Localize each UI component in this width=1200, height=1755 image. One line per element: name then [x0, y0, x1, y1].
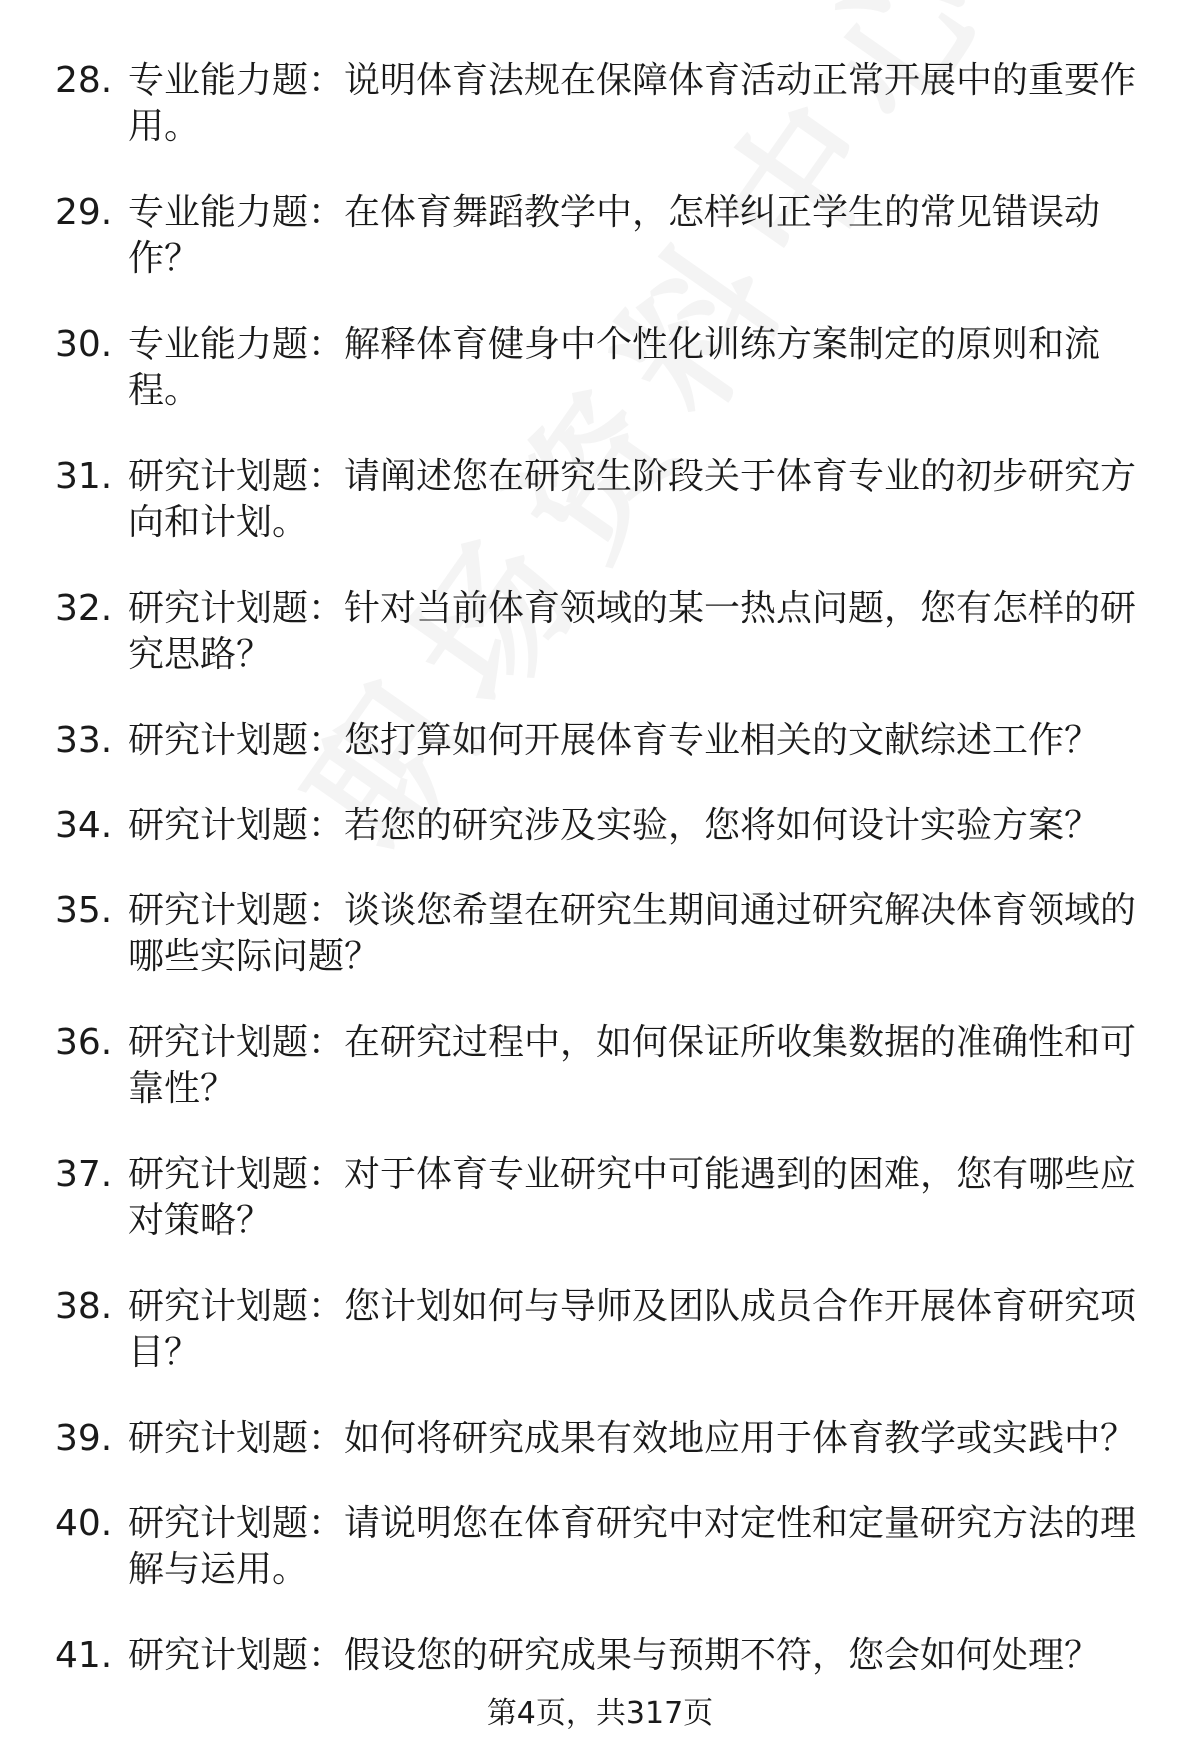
question-category: 研究计划题： [128, 1635, 345, 1676]
question-text: 在体育舞蹈教学中，怎样纠正学生的常见错误动作？ [128, 192, 1101, 279]
question-text: 在研究过程中，如何保证所收集数据的准确性和可靠性？ [128, 1022, 1137, 1109]
question-text: 若您的研究涉及实验，您将如何设计实验方案？ [344, 805, 1101, 846]
question-category: 研究计划题： [128, 588, 345, 629]
question-item [0, 58, 1200, 150]
question-item [0, 888, 1200, 980]
question-body [128, 190, 1140, 282]
question-body [128, 322, 1140, 414]
question-text: 针对当前体育领域的某一热点问题，您有怎样的研究思路？ [128, 588, 1137, 675]
question-item [0, 1020, 1200, 1112]
question-item [0, 1416, 1200, 1462]
question-category: 研究计划题： [128, 456, 345, 497]
question-body [128, 1501, 1140, 1593]
question-category: 专业能力题： [128, 60, 345, 101]
question-number: 40. [55, 1503, 113, 1544]
question-text: 请说明您在体育研究中对定性和定量研究方法的理解与运用。 [128, 1503, 1137, 1590]
question-body [128, 58, 1140, 150]
page-number-label: 第4页，共317页 [486, 1696, 714, 1731]
question-item [0, 1152, 1200, 1244]
question-category: 研究计划题： [128, 1418, 345, 1459]
question-item [0, 322, 1200, 414]
question-body [128, 888, 1140, 980]
question-number: 34. [55, 805, 113, 846]
question-body [128, 1020, 1140, 1112]
question-number: 35. [55, 890, 113, 931]
question-text: 说明体育法规在保障体育活动正常开展中的重要作用。 [128, 60, 1137, 147]
question-text: 对于体育专业研究中可能遇到的困难，您有哪些应对策略？ [128, 1154, 1137, 1241]
question-text: 您计划如何与导师及团队成员合作开展体育研究项目？ [128, 1286, 1137, 1373]
question-text: 请阐述您在研究生阶段关于体育专业的初步研究方向和计划。 [128, 456, 1137, 543]
question-text: 解释体育健身中个性化训练方案制定的原则和流程。 [128, 324, 1101, 411]
question-body [128, 1284, 1140, 1376]
question-text: 如何将研究成果有效地应用于体育教学或实践中？ [344, 1418, 1137, 1459]
question-item [0, 1501, 1200, 1593]
question-body [128, 1633, 1140, 1679]
question-item [0, 1284, 1200, 1376]
question-item [0, 718, 1200, 764]
question-category: 研究计划题： [128, 890, 345, 931]
question-number: 41. [55, 1635, 113, 1676]
question-item [0, 803, 1200, 849]
question-item [0, 586, 1200, 678]
question-category: 研究计划题： [128, 1503, 345, 1544]
question-number: 37. [55, 1154, 113, 1195]
question-category: 研究计划题： [128, 1286, 345, 1327]
question-number: 33. [55, 720, 113, 761]
question-category: 研究计划题： [128, 720, 345, 761]
question-number: 39. [55, 1418, 113, 1459]
question-number: 30. [55, 324, 113, 365]
question-body [128, 454, 1140, 546]
question-body [128, 1416, 1140, 1462]
question-category: 研究计划题： [128, 1022, 345, 1063]
question-body [128, 803, 1140, 849]
question-number: 38. [55, 1286, 113, 1327]
question-category: 研究计划题： [128, 1154, 345, 1195]
question-number: 29. [55, 192, 113, 233]
question-body [128, 718, 1140, 764]
question-text: 谈谈您希望在研究生期间通过研究解决体育领域的哪些实际问题？ [128, 890, 1137, 977]
question-number: 28. [55, 60, 113, 101]
question-body [128, 586, 1140, 678]
question-number: 36. [55, 1022, 113, 1063]
question-body [128, 1152, 1140, 1244]
question-category: 专业能力题： [128, 324, 345, 365]
question-list [0, 58, 1200, 1718]
question-number: 32. [55, 588, 113, 629]
question-text: 假设您的研究成果与预期不符，您会如何处理？ [344, 1635, 1101, 1676]
question-category: 专业能力题： [128, 192, 345, 233]
question-text: 您打算如何开展体育专业相关的文献综述工作？ [344, 720, 1101, 761]
question-item [0, 454, 1200, 546]
question-item [0, 1633, 1200, 1679]
page-footer [0, 1688, 1200, 1732]
question-category: 研究计划题： [128, 805, 345, 846]
question-item [0, 190, 1200, 282]
question-number: 31. [55, 456, 113, 497]
